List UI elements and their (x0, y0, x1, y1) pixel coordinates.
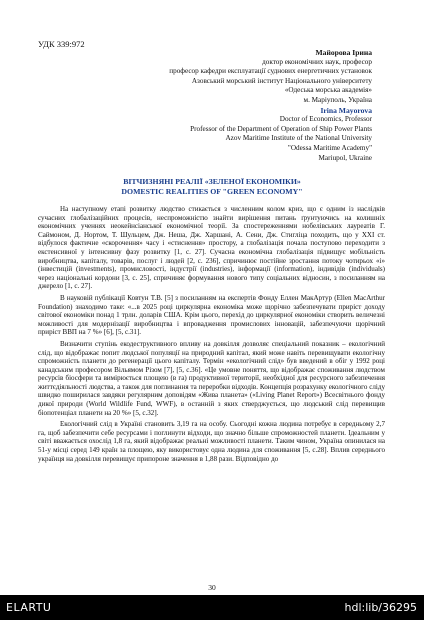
article-body (38, 205, 385, 466)
author-line-en: Azov Maritime Institute of the National University (225, 134, 372, 143)
author-block (42, 48, 372, 163)
title-en: DOMESTIC REALITIES OF "GREEN ECONOMY" (121, 186, 303, 196)
article-titles (0, 177, 424, 196)
author-line-en: "Odessa Maritime Academy" (287, 143, 372, 152)
author-line-ua: доктор економічних наук, професор (262, 57, 372, 66)
paragraph: В науковій публікації Ковтун Т.В. [5] з посиланням на експертів Фонду Еллен МакАртур (Ellen MacArthur Foundation) знаходимо таке: «...в 2025 році циркулярна економіка може щорічно забезпечувати приріст доходу світової економіки понад 1 трлн. доларів США. Крім цього, перехід до циркулярної економіки створить величезні можливості для модернізації виробництва і впровадження промислових інновацій, забезпечуючи щорічний приріст ВВП на 7 %» [6], [5, с.31]. (38, 293, 385, 337)
udc-code: УДК 339:972 (38, 39, 85, 49)
author-line-ua: Азовський морський інститут Національного університету (191, 76, 372, 85)
paragraph: Визначити ступінь екодеструктивного впливу на довкілля дозволяє спеціальний показник – екологічний слід, що відображає попит людської популяції на природний капітал, який може навіть перевищувати екологічну спроможність планети до регенерації цього капіталу. Термін «екологічний слід» був введений в обіг у 1992 році канадським професором Вільямом Різом [7], [5, с.36]. «Це умовне поняття, що відображає споживання людством ресурсів біосфери та вимірюється площею (в га) продуктивної території, необхідної для ресурсного забезпечення життєдіяльності людства, а також для поглинання та переробки відходів. Концепція розрахунку екологічного сліду швидко поширилася завдяки регулярним доповідям «Жива планета» («Living Planet Report») Всесвітнього фонду дикої природи (World Wildlife Fund, WWF), в останній з яких стверджується, що людський слід перевищив біопотенціал планети на 20 %» [5, с.32]. (38, 339, 385, 417)
author-line-en: Professor of the Department of Operation of Ship Power Plants (190, 124, 372, 133)
repository-name: ELARTU (6, 601, 52, 614)
paragraph: На наступному етапі розвитку людство стикається з численним колом криз, що є одним із наслідків сучасних глобалізаційних процесів, неспроможністю знайти вирішення питань ґрунтуючись на колишніх економічних ученнях неокейнсіанської економічної теорії. За спостереженнями нобелівських лауреатів Г. Саймоном, Д. Нортом, Т. Шульцем, Дж. Неша, Дж. Харшані, А. Сени, Дж. Стигліца походить, що у XXI ст. відбулося фактичне «скорочення» часу і «стиснення» простору, а глобалізація почала поступово переходити з екстенсивної у інтенсивну фазу розвитку [1, с. 27]. Сучасна економічна глобалізація підвищує мобільність виробництва, капіталу, товарів, послуг і людей [2, с. 236], спричинює постійне зростання потоку чотирьох «і» (інвестицій (investments), промисловості, індустрії (industries), інформації (information), індивідів (individuals) через національні кордони [3, с. 25], спричиняє формування нового типу соціальних відносин, з посиланням на джерело [1, с. 27]. (38, 205, 385, 291)
author-name-ua: Майорова Ірина (315, 48, 372, 57)
paragraph: Екологічний слід в Україні становить 3,19 га на особу. Сьогодні кожна людина потребує в середньому 2,7 га, щоб забезпечити себе ресурсами і поглинути відходи, що значно більше спроможностей планети. Ідеальним у світі вважається охослід 1,8 га, який відображає реальні можливості планети. Таким чином, Україна опинилася на 51-у місці серед 149 країн за площею, яку використовує одна людина для споживання [5, с.28]. Вплив середнього українця на довкілля перевищує припороне значення в 1,88 рази. Відповідно до (38, 420, 385, 463)
title-ua: ВІТЧИЗНЯНІ РЕАЛІЇ «ЗЕЛЕНОЇ ЕКОНОМІКИ» (123, 177, 301, 186)
repository-footer-bar (0, 595, 424, 620)
author-line-ua: професор кафедри експлуатації суднових енергетичних установок (169, 67, 372, 76)
author-line-ua: «Одеська морська академія» (284, 86, 372, 95)
handle-link[interactable]: hdl:lib/36295 (344, 601, 417, 614)
author-name-en: Irina Mayorova (320, 105, 372, 115)
author-line-en: Doctor of Economics, Professor (279, 115, 372, 124)
author-line-en: Mariupol, Ukraine (318, 153, 372, 162)
page-number: 30 (208, 583, 216, 592)
author-line-ua: м. Маріуполь, Україна (303, 95, 372, 104)
